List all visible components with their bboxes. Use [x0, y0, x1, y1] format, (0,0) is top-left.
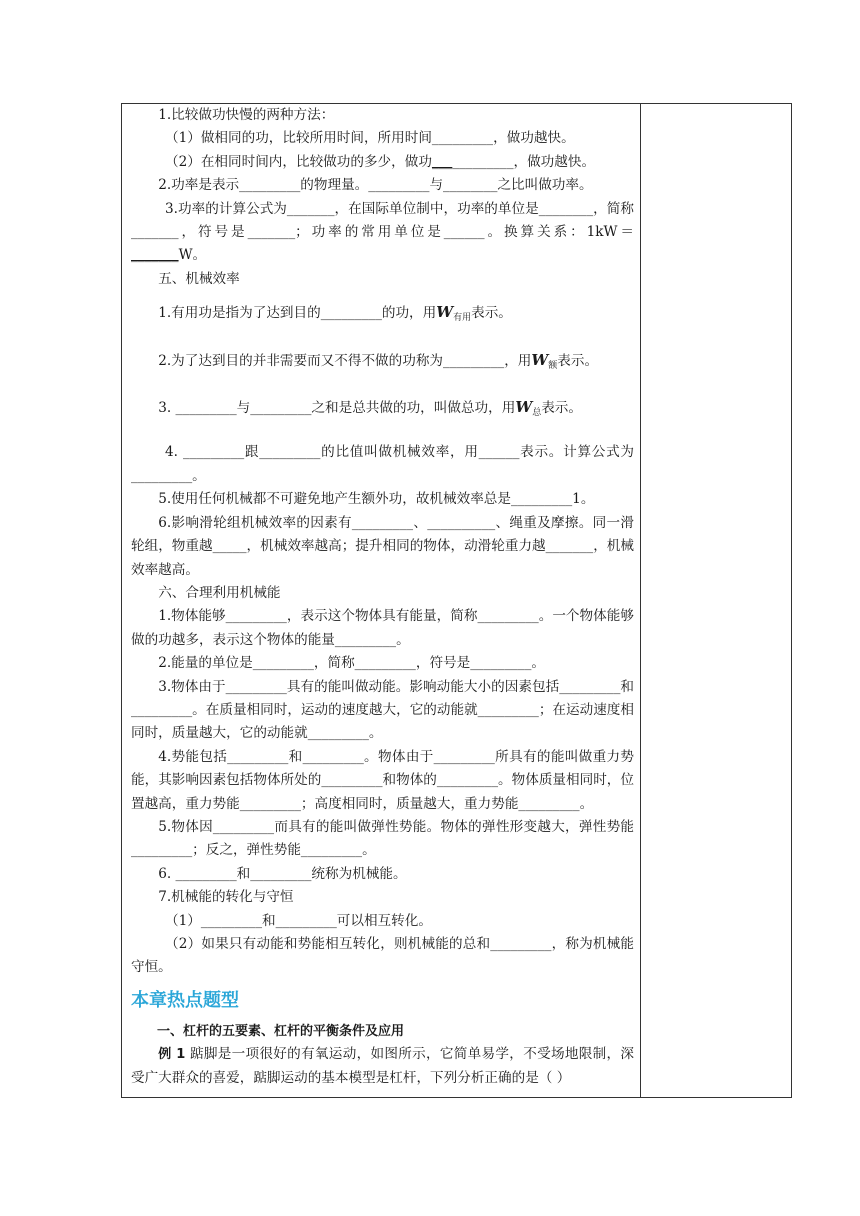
efficiency-item-1: 1.有用功是指为了达到目的_________的功，用$W_{有用}$表示。 [158, 303, 512, 324]
efficiency-item-4: 4. _________跟_________的比值叫做机械效率，用______表示。计算公式为_________。 [131, 444, 634, 484]
energy-item-6: 6. _________和_________统称为机械能。 [158, 865, 407, 882]
energy-item-4: 4.势能包括_________和_________。物体由于_________所具有的能叫做重力势能，其影响因素包括物体所处的_________和物体的_________。物体质量相同时，位置越高，重力势能_________；高度相同时，质量越大，重力势能_________。 [131, 748, 634, 812]
energy-item-3: 3.物体由于_________具有的能叫做动能。影响动能大小的因素包括_________和_________。在质量相同时，运动的速度越大，它的动能就_________；在运动速度相同时，质量越大，它的动能就_________。 [131, 678, 634, 742]
efficiency-item-5: 5.使用任何机械都不可避免地产生额外功，故机械效率总是_________1。 [158, 491, 595, 508]
power-compare-title: 1.比较做功快慢的两种方法： [158, 107, 335, 123]
energy-item-1: 1.物体能够_________，表示这个物体具有能量，简称_________。一个物体能够做的功越多，表示这个物体的能量_________。 [131, 608, 634, 648]
efficiency-item-6: 6.影响滑轮组机械效率的因素有_________、__________、绳重及摩擦。同一滑轮组，物重越_____，机械效率越高；提升相同的物体，动滑轮重力越_______，机械效率越高。 [131, 514, 634, 578]
table-column-divider [640, 103, 641, 1098]
document-content [131, 104, 634, 1090]
hot-topics-heading: 本章热点题型 [131, 989, 239, 1011]
section-mechanical-energy: 六、合理利用机械能 [158, 584, 281, 601]
section-mechanical-efficiency: 五、机械效率 [158, 270, 240, 287]
power-formula: 3.功率的计算公式为_______，在国际单位制中，功率的单位是________，简称_______，符号是_______；功率的常用单位是______。换算关系：1kW＝_______W。 [131, 200, 634, 264]
power-compare-2: （2）在相同时间内，比较做功的多少，做功____________，做功越快。 [165, 153, 596, 170]
energy-item-5: 5.物体因_________而具有的能叫做弹性势能。物体的弹性形变越大，弹性势能_________；反之，弹性势能_________。 [131, 818, 634, 859]
power-definition: 2.功率是表示_________的物理量。_________与________之比叫做功率。 [158, 177, 593, 194]
efficiency-item-3: 3. _________与_________之和是总共做的功，叫做总功，用$W_总$表示。 [158, 398, 582, 419]
example-1: 例 1 踮脚是一项很好的有氧运动，如图所示，它简单易学，不受场地限制，深受广大群众的喜爱，踮脚运动的基本模型是杠杆，下列分析正确的是（ ） [131, 1046, 634, 1086]
energy-item-2: 2.能量的单位是_________，简称_________，符号是_________。 [158, 655, 545, 672]
energy-item-7: 7.机械能的转化与守恒 [158, 889, 294, 906]
energy-item-7-1: （1）_________和_________可以相互转化。 [165, 912, 432, 929]
energy-item-7-2: （2）如果只有动能和势能相互转化，则机械能的总和_________，称为机械能守恒。 [131, 936, 634, 976]
efficiency-item-2: 2.为了达到目的并非需要而又不得不做的功称为_________，用$W_额$表示。 [158, 350, 599, 371]
topic-lever-heading: 一、杠杆的五要素、杠杆的平衡条件及应用 [157, 1023, 405, 1039]
power-compare-1: （1）做相同的功，比较所用时间，所用时间_________，做功越快。 [165, 130, 575, 147]
